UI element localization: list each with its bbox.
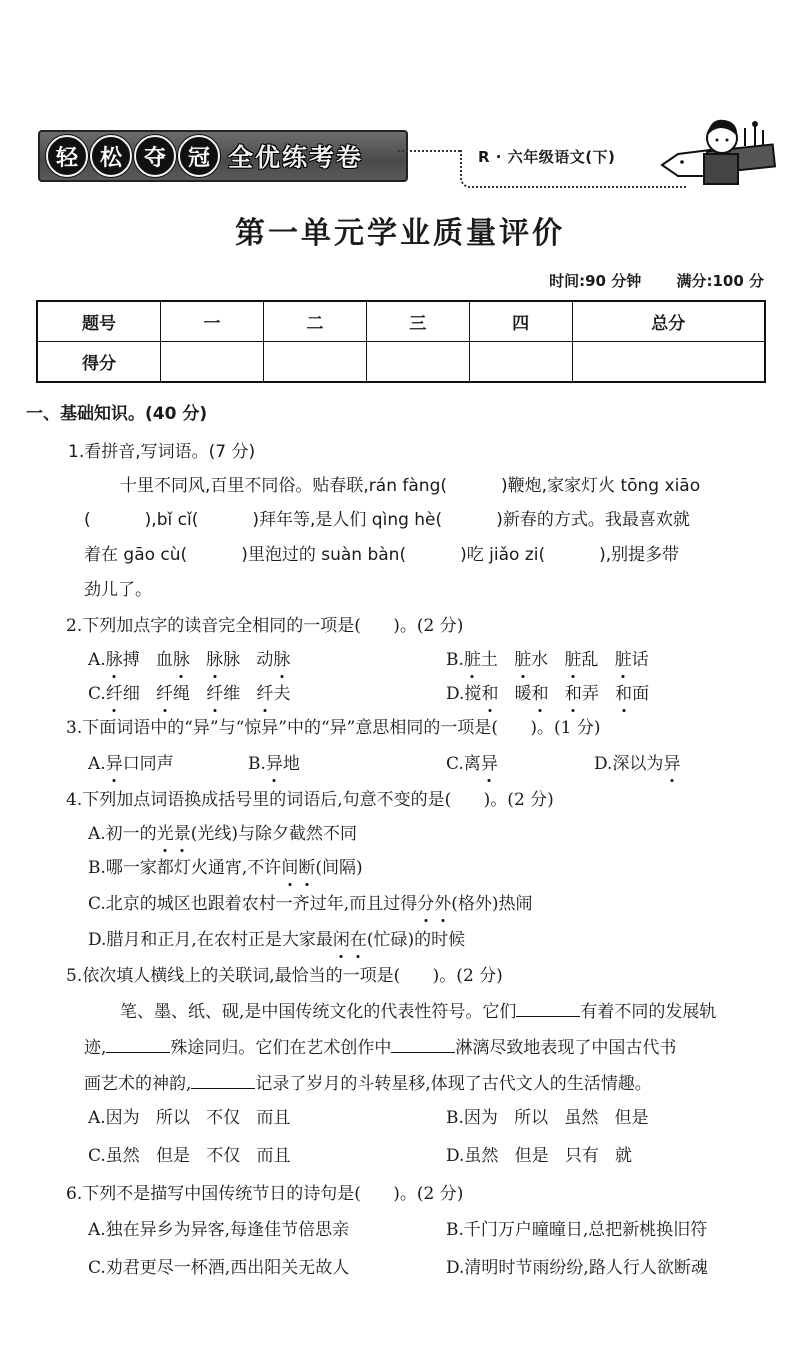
q4-option-d[interactable]: D.腊月和正月,在农村正是大家最闲在(忙碌)的时候 (88, 930, 466, 950)
q1-line-1: 十里不同风,百里不同俗。贴春联,rán fàng( )鞭炮,家家灯火 tōng xiāo (120, 476, 701, 496)
cell-q2: 二 (263, 301, 366, 342)
q3-option-a[interactable]: A.异口同声 (88, 754, 174, 774)
score-cell-4[interactable] (469, 342, 572, 383)
q5-option-b[interactable]: B.因为 所以 虽然 但是 (446, 1108, 649, 1128)
q5-text-5: 淋漓尽致地表现了中国古代书 (455, 1038, 677, 1058)
q6-option-b[interactable]: B.千门万户曈曈日,总把新桃换旧符 (446, 1220, 708, 1240)
q4-option-a[interactable]: A.初一的光景(光线)与除夕截然不同 (88, 824, 357, 844)
cell-total: 总分 (572, 301, 765, 342)
banner-circle-4: 冠 (178, 135, 220, 177)
banner-circle-1: 轻 (46, 135, 88, 177)
q5-blank-1[interactable] (516, 998, 580, 1017)
q6-option-a[interactable]: A.独在异乡为异客,每逢佳节倍思亲 (88, 1220, 350, 1240)
q5-text-1: 笔、墨、纸、砚,是中国传统文化的代表性符号。它们 (120, 1002, 517, 1022)
cell-label: 题号 (37, 301, 161, 342)
q3-option-d[interactable]: D.深以为异 (594, 754, 681, 774)
score-cell-3[interactable] (366, 342, 469, 383)
q1-prompt: 1.看拼音,写词语。(7 分) (68, 442, 256, 462)
q3-option-b[interactable]: B.异地 (248, 754, 300, 774)
q5-blank-4[interactable] (191, 1070, 255, 1089)
score-cell-1[interactable] (161, 342, 264, 383)
q5-blank-2[interactable] (106, 1034, 170, 1053)
score-table-score-row (37, 342, 765, 383)
q5-option-a[interactable]: A.因为 所以 不仅 而且 (88, 1108, 291, 1128)
page-title: 第一单元学业质量评价 (235, 216, 565, 251)
q5-text-3: 迹, (84, 1038, 107, 1058)
mascot-pen-boy-icon (660, 110, 780, 190)
cell-q1: 一 (161, 301, 264, 342)
section-heading: 一、基础知识。(40 分) (26, 404, 208, 424)
cell-q4: 四 (469, 301, 572, 342)
score-table (36, 300, 766, 383)
q4-prompt: 4.下列加点词语换成括号里的词语后,句意不变的是( )。(2 分) (66, 790, 554, 810)
full-score: 满分:100 分 (676, 272, 764, 290)
q5-text-2: 有着不同的发展轨 (580, 1002, 717, 1022)
banner-circle-3: 夺 (134, 135, 176, 177)
exam-meta (519, 270, 764, 291)
q3-option-c[interactable]: C.离异 (446, 754, 498, 774)
q4-option-b[interactable]: B.哪一家都灯火通宵,不许间断(间隔) (88, 858, 363, 878)
q2-prompt: 2.下列加点字的读音完全相同的一项是( )。(2 分) (66, 616, 464, 636)
q2-option-b[interactable]: B.脏土 脏水 脏乱 脏话 (446, 650, 649, 670)
q6-prompt: 6.下列不是描写中国传统节日的诗句是( )。(2 分) (66, 1184, 464, 1204)
q5-text-6: 画艺术的神韵, (84, 1074, 192, 1094)
time-limit: 时间:90 分钟 (549, 272, 642, 290)
q2-option-a[interactable]: A.脉搏 血脉 脉脉 动脉 (88, 650, 291, 670)
q6-option-c[interactable]: C.劝君更尽一杯酒,西出阳关无故人 (88, 1258, 350, 1278)
q5-passage-line-2 (84, 1034, 676, 1060)
series-banner (38, 130, 408, 182)
q5-text-7: 记录了岁月的斗转星移,体现了古代文人的生活情趣。 (255, 1074, 652, 1094)
q5-passage-line-3 (84, 1070, 652, 1096)
q2-option-c[interactable]: C.纤细 纤绳 纤维 纤夫 (88, 684, 291, 704)
banner-circle-2: 松 (90, 135, 132, 177)
q1-line-4: 劲儿了。 (84, 580, 152, 600)
score-cell-total[interactable] (572, 342, 765, 383)
q1-line-3: 着在 gāo cù( )里泡过的 suàn bàn( )吃 jiǎo zi( ),别提多带 (84, 545, 680, 565)
score-table-header-row (37, 301, 765, 342)
cell-q3: 三 (366, 301, 469, 342)
q5-option-c[interactable]: C.虽然 但是 不仅 而且 (88, 1146, 291, 1166)
q6-option-d[interactable]: D.清明时节雨纷纷,路人行人欲断魂 (446, 1258, 708, 1278)
banner-text: 全优练考卷 (228, 143, 364, 172)
q3-prompt: 3.下面词语中的“异”与“惊异”中的“异”意思相同的一项是( )。(1 分) (66, 718, 601, 738)
decorative-dotted-line (398, 150, 460, 156)
q5-blank-3[interactable] (391, 1034, 455, 1053)
q5-passage-line-1 (120, 998, 716, 1024)
q5-option-d[interactable]: D.虽然 但是 只有 就 (446, 1146, 633, 1166)
q1-line-2: ( ),bǐ cǐ( )拜年等,是人们 qìng hè( )新春的方式。我最喜欢就 (84, 510, 690, 530)
grade-label: R · 六年级语文(下) (478, 148, 616, 166)
score-cell-2[interactable] (263, 342, 366, 383)
q5-text-4: 殊途同归。它们在艺术创作中 (170, 1038, 392, 1058)
q4-option-c[interactable]: C.北京的城区也跟着农村一齐过年,而且过得分外(格外)热闹 (88, 894, 533, 914)
q5-prompt: 5.依次填人横线上的关联词,最恰当的一项是( )。(2 分) (66, 966, 503, 986)
cell-score-label: 得分 (37, 342, 161, 383)
q2-option-d[interactable]: D.搅和 暖和 和弄 和面 (446, 684, 650, 704)
